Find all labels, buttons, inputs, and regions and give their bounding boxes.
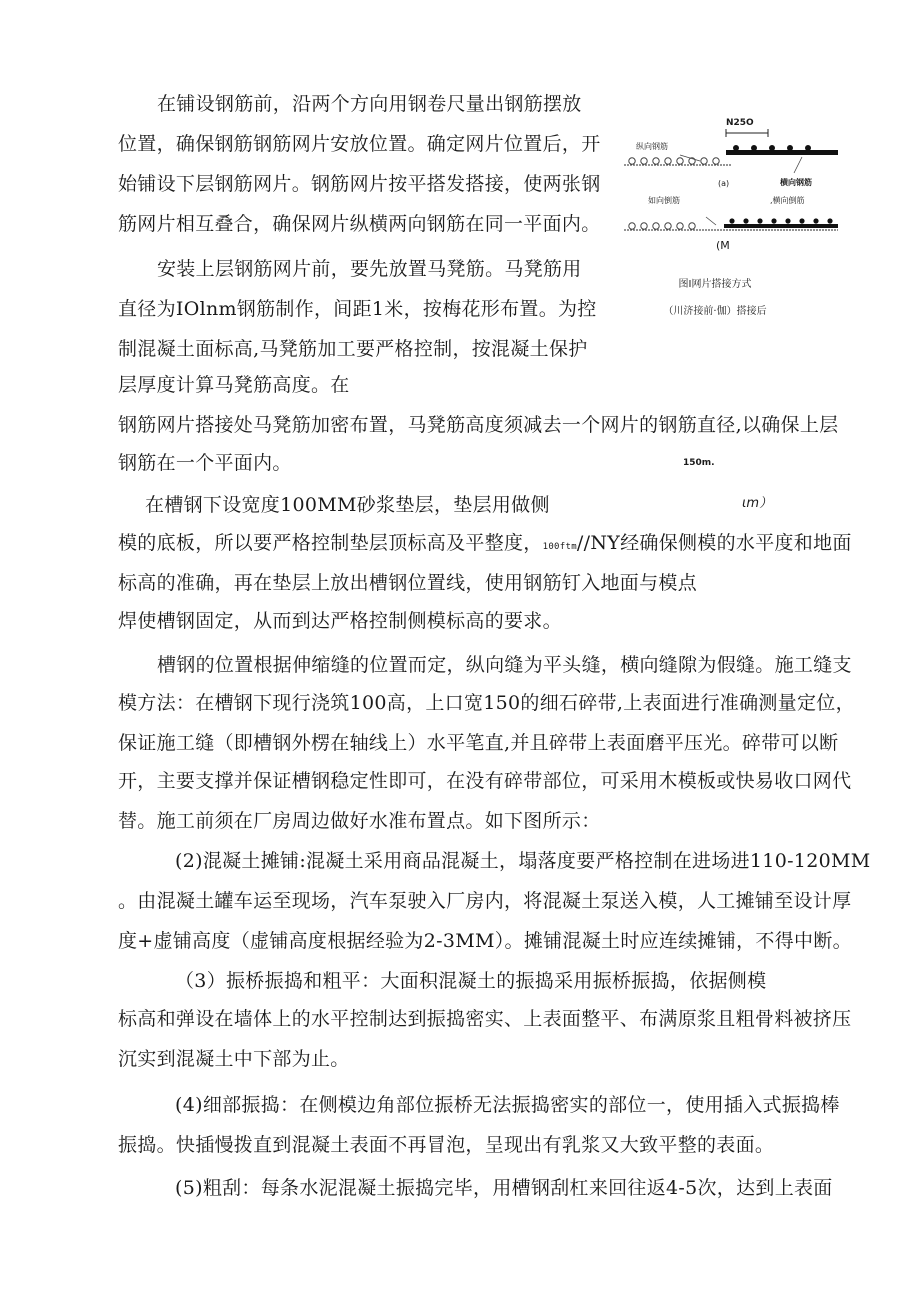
label-b: (M: [716, 239, 730, 252]
bar-circles-a: [629, 158, 719, 164]
text-line: 钢筋在一个平面内。: [118, 452, 292, 474]
transverse-bar-b: [724, 224, 838, 228]
text-line: 槽钢的位置根据伸缩缝的位置而定，纵向缝为平头缝，横向缝隙为假缝。施工缝支: [157, 654, 852, 676]
label-longitudinal-b: 如向倒筋: [648, 196, 680, 205]
margin-note: 150m.: [683, 458, 715, 468]
text-line: [118, 530, 852, 560]
text-line: 振捣。快插慢拨直到混凝土表面不再冒泡，呈现出有乳浆又大致平整的表面。: [118, 1134, 775, 1156]
text-line: 在槽钢下设宽度100MM砂浆垫层，垫层用做侧: [145, 494, 550, 516]
text-line: 层厚度计算马凳筋高度。在: [118, 374, 350, 396]
text-line: 开，主要支撑并保证槽钢稳定性即可，在没有碎带部位，可采用木模板或快易收口网代: [118, 770, 852, 792]
bar-circles-b: [629, 223, 695, 229]
text-line: (4)细部振捣：在侧模边角部位振桥无法振捣密实的部位一，使用插入式振捣棒: [175, 1094, 840, 1116]
margin-note: ιm）: [742, 496, 773, 511]
text-segment: 模的底板，所以要严格控制垫层顶标高及平整度，: [118, 532, 543, 554]
inline-note: 100ftm: [542, 542, 577, 552]
text-line: 位置，确保钢筋钢筋网片安放位置。确定网片位置后，开: [118, 133, 601, 155]
label-longitudinal: 纵向钢筋: [636, 142, 668, 151]
text-line: （3）振桥振捣和粗平：大面积混凝土的振捣采用振桥振捣，依据侧模: [175, 970, 767, 992]
text-line: 模方法：在槽钢下现行浇筑100高，上口宽150的细石碎带,上表面进行准确测量定位，: [118, 692, 855, 714]
text-line: 度+虚铺高度（虚铺高度根据经验为2-3MM）。摊铺混凝土时应连续摊铺，不得中断。: [118, 930, 852, 952]
dim-label: N25O: [726, 118, 754, 128]
label-a: (a): [718, 179, 730, 188]
text-line: 焊使槽钢固定，从而到达严格控制侧模标高的要求。: [118, 610, 562, 632]
label-transverse-b: ,横向倒筋: [770, 196, 805, 205]
text-line: 保证施工缝（即槽钢外楞在轴线上）水平笔直,并且碎带上表面磨平压光。碎带可以断: [118, 732, 839, 754]
text-line: 安装上层钢筋网片前，要先放置马凳筋。马凳筋用: [157, 258, 582, 280]
text-line: 标高和弹设在墙体上的水平控制达到振捣密实、上表面整平、布满原浆且粗骨料被挤压: [118, 1008, 852, 1030]
mesh-lap-figure: [620, 115, 840, 320]
figure-caption-sub: （川济接前·伽）搭接后: [663, 306, 767, 317]
text-line: (5)粗刮：每条水泥混凝土振捣完毕，用槽钢刮杠来回往返4-5次，达到上表面: [175, 1177, 833, 1199]
text-line: 钢筋网片搭接处马凳筋加密布置，马凳筋高度须减去一个网片的钢筋直径,以确保上层: [118, 414, 839, 436]
text-line: (2)混凝土摊铺:混凝土采用商品混凝土，塌落度要严格控制在进场进110-120MM: [175, 850, 871, 872]
text-segment: //NY经确保侧模的水平度和地面: [576, 532, 852, 554]
text-line: 筋网片相互叠合，确保网片纵横两向钢筋在同一平面内。: [118, 213, 601, 235]
text-line: 在铺设钢筋前，沿两个方向用钢卷尺量出钢筋摆放: [157, 93, 582, 115]
text-line: 始铺设下层钢筋网片。钢筋网片按平搭发搭接，使两张钢: [118, 173, 601, 195]
leader-line: [706, 217, 716, 225]
text-line: 沉实到混凝土中下部为止。: [118, 1048, 350, 1070]
text-line: 替。施工前须在厂房周边做好水准布置点。如下图所示：: [118, 810, 601, 832]
text-line: 制混凝土面标高,马凳筋加工要严格控制，按混凝土保护: [118, 338, 588, 360]
figure-caption: 图I网片搭接方式: [678, 279, 752, 290]
text-line: 直径为IOlnm钢筋制作，间距1米，按梅花形布置。为控: [118, 298, 597, 320]
text-line: 标高的准确，再在垫层上放出槽钢位置线，使用钢筋钉入地面与模点: [118, 572, 698, 594]
leader-line: [794, 157, 802, 173]
label-transverse: 横向钢筋: [780, 178, 812, 187]
transverse-bar-a: [726, 150, 838, 155]
text-line: 。由混凝土罐车运至现场，汽车泵驶入厂房内，将混凝土泵送入模，人工摊铺至设计厚: [118, 890, 852, 912]
bar-dots-b: [729, 218, 832, 223]
